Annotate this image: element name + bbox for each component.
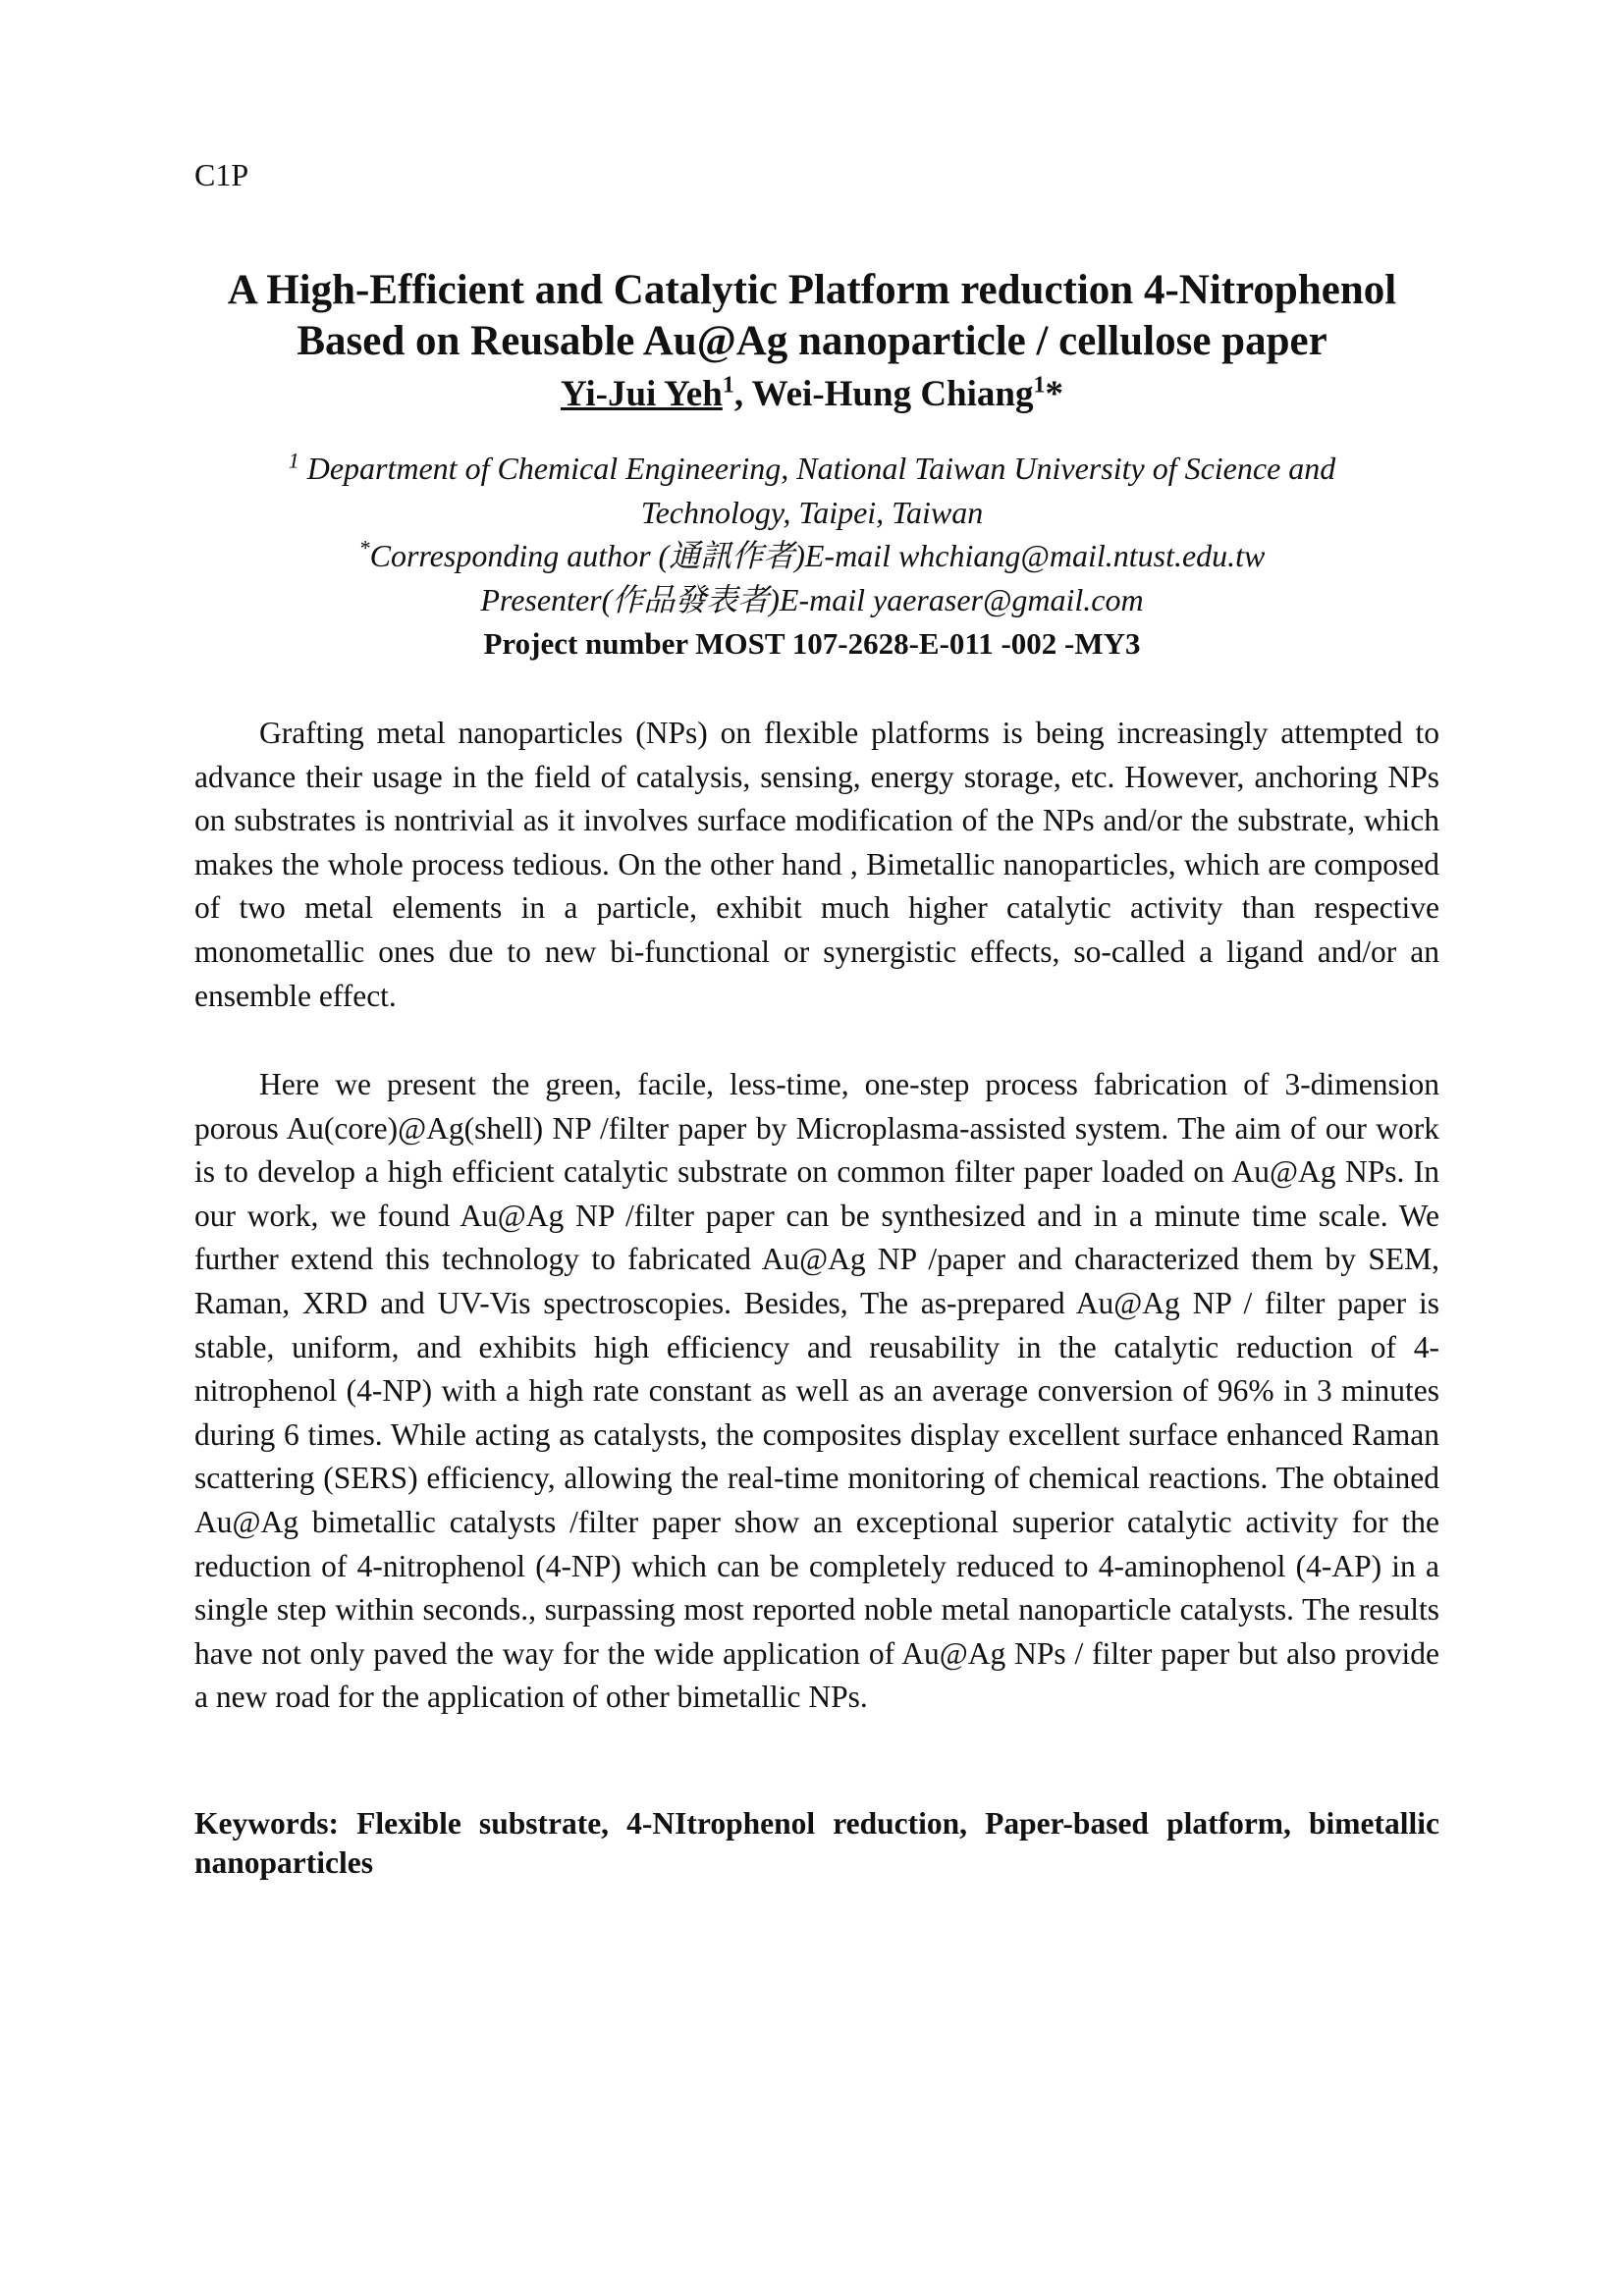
project-number: Project number MOST 107-2628-E-011 -002 -MY3 [483,626,1141,661]
author-presenter: Yi-Jui Yeh [561,374,723,414]
corresponding-mark: * [1045,374,1063,414]
author1-affil-sup: 1 [722,372,734,399]
corresponding-email: *Corresponding author (通訊作者)E-mail whchiang@mail.ntust.edu.tw [358,535,1266,573]
affiliation-line-1: $^1$ Department of Chemical Engineering, National Taiwan University of Science and [288,448,1336,486]
abstract-code: C1P [194,157,249,192]
affiliation-block [147,447,1477,621]
presenter-email: Presenter(作品發表者)E-mail yaeraser@gmail.com [480,581,1144,617]
keywords: Keywords: Flexible substrate, 4-NItrophenol reduction, Paper-based platform, bimetallic nanoparticles [194,1806,1439,1880]
corresponding-sup: * [358,535,370,561]
abstract-paragraph-2: Here we present the green, facile, less-time, one-step process fabrication of 3-dimension porous Au(core)@Ag(shell) NP /filter paper by Microplasma-assisted system. The aim of our work is to develop a high efficient catalytic substrate on common filter paper loaded on Au@Ag NPs. In our work, we found Au@Ag NP /filter paper can be synthesized and in a minute time scale. We further extend this technology to fabricated Au@Ag NP /paper and characterized them by SEM, Raman, XRD and UV-Vis spectroscopies. Besides, The as-prepared Au@Ag NP / filter paper is stable, uniform, and exhibits high efficiency and reusability in the catalytic reduction of 4-nitrophenol (4-NP) with a high rate constant as well as an average conversion of 96% in 3 minutes during 6 times. While acting as catalysts, the composites display excellent surface enhanced Raman scattering (SERS) efficiency, allowing the real-time monitoring of chemical reactions. The obtained Au@Ag bimetallic catalysts /filter paper show an exceptional superior catalytic activity for the reduction of 4-nitrophenol (4-NP) which can be completely reduced to 4-aminophenol (4-AP) in a single step within seconds., surpassing most reported noble metal nanoparticle catalysts. The results have not only paved the way for the wide application of Au@Ag NPs / filter paper but also provide a new road for the application of other bimetallic NPs. [194,1067,1439,1715]
paper-title [147,265,1477,367]
abstract-paragraph-1: Grafting metal nanoparticles (NPs) on flexible platforms is being increasingly attempted to advance their usage in the field of catalysis, sensing, energy storage, etc. However, anchoring NPs on substrates is nontrivial as it involves surface modification of the NPs and/or the substrate, which makes the whole process tedious. On the other hand , Bimetallic nanoparticles, which are composed of two metal elements in a particle, exhibit much higher catalytic activity than respective monometallic ones due to new bi-functional or synergistic effects, so-called a ligand and/or an ensemble effect. [194,716,1439,1013]
affiliation-line-2: Technology, Taipei, Taiwan [640,494,984,530]
author2-affil-sup: 1 [1033,372,1046,399]
title-line-1: A High-Efficient and Catalytic Platform reduction 4-Nitrophenol [227,267,1397,313]
author-corresponding: Wei-Hung Chiang [751,374,1034,414]
author-separator: , [733,374,752,414]
title-line-2: Based on Reusable Au@Ag nanoparticle / cellulose paper [297,318,1327,364]
author-list [147,373,1477,416]
affiliation-sup: 1 [288,448,299,473]
